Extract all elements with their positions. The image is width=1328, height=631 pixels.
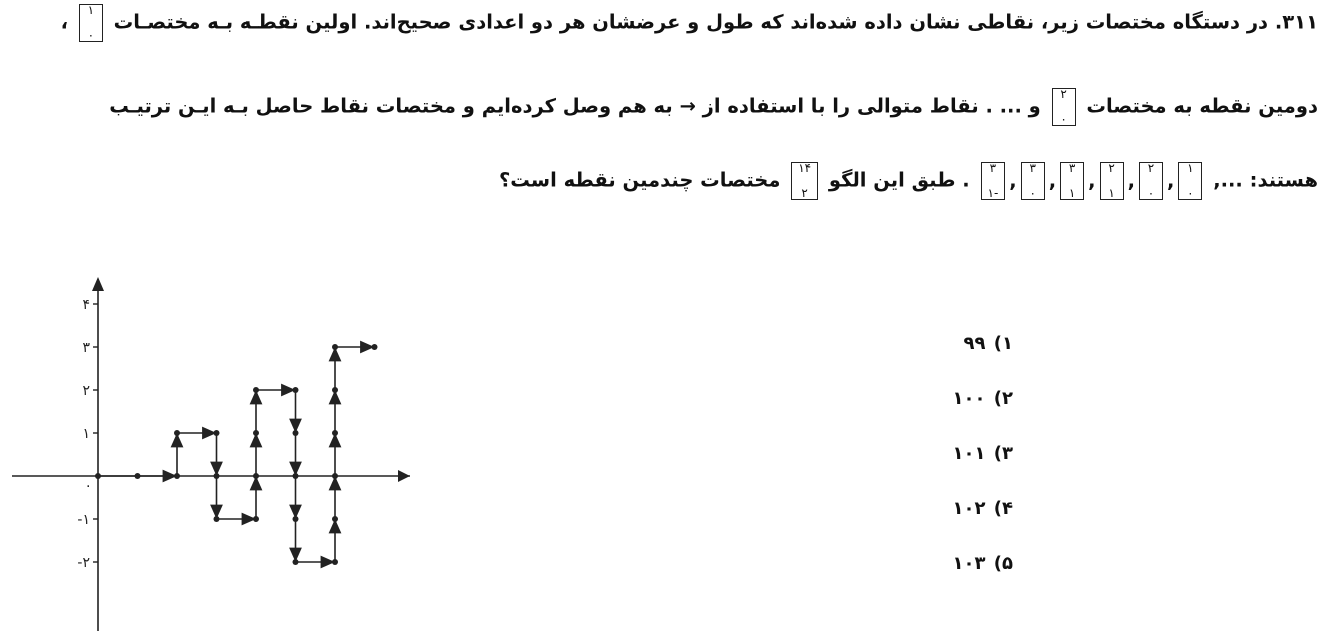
lattice-point [135, 473, 141, 479]
sequence-matrix [1178, 162, 1202, 200]
option-value: ۱۰۰ [952, 388, 986, 409]
question-text-3b: . طبق این الگو [828, 168, 970, 192]
lattice-point [174, 430, 180, 436]
matrix-top: ۱۴ [798, 161, 812, 175]
matrix-bottom: ۱ [1108, 186, 1115, 200]
lattice-point [214, 516, 220, 522]
matrix-bottom: ۰ [1029, 186, 1036, 200]
y-tick-label: ۰ [84, 478, 92, 494]
lattice-point [332, 516, 338, 522]
y-tick-label: ۲ [82, 383, 90, 399]
lattice-point [253, 430, 259, 436]
lattice-point [293, 473, 299, 479]
matrix-top: ۲ [1147, 161, 1155, 175]
option-4[interactable] [953, 498, 1013, 519]
option-label: ۲) [993, 388, 1013, 409]
matrix-bottom: ۰ [1187, 186, 1194, 200]
question-number: ۳۱۱. [1274, 10, 1318, 34]
lattice-point [332, 559, 338, 565]
option-label: ۱) [993, 333, 1013, 354]
question-line-1 [61, 4, 1318, 42]
lattice-point [253, 387, 259, 393]
option-label: ۳) [993, 443, 1013, 464]
lattice-point [332, 387, 338, 393]
matrix-top: ۱ [1187, 161, 1194, 175]
y-tick-label: -۱ [77, 512, 90, 528]
lattice-point [174, 473, 180, 479]
comma: ، [60, 10, 69, 34]
y-tick-label: ۱ [82, 426, 90, 442]
lattice-point [253, 516, 259, 522]
sequence-matrix [1100, 162, 1124, 200]
lattice-point [214, 430, 220, 436]
comma: , [1166, 168, 1175, 192]
matrix-bottom: ۱ [1068, 186, 1076, 200]
matrix-top: ۲ [1060, 87, 1067, 101]
option-1[interactable] [964, 333, 1014, 354]
question-text-2a: دومین نقطه به مختصات [1086, 94, 1318, 118]
comma: , [1088, 168, 1096, 192]
option-2[interactable] [953, 388, 1013, 409]
option-value: ۱۰۲ [952, 498, 986, 519]
lattice-point [332, 344, 338, 350]
option-label: ۵) [993, 553, 1013, 574]
arrow-symbol: → [679, 94, 696, 118]
option-3[interactable] [953, 443, 1013, 464]
matrix-top: ۳ [989, 161, 997, 175]
y-axis-arrowhead [92, 277, 104, 291]
ellipsis: ..., [1213, 168, 1243, 192]
lattice-point [253, 473, 259, 479]
lattice-point [293, 387, 299, 393]
question-line-3 [499, 162, 1318, 200]
comma: , [1048, 168, 1057, 192]
matrix-bottom: ۰ [87, 28, 95, 42]
matrix-top: ۱ [87, 3, 95, 17]
matrix-bottom: ۲ [801, 186, 808, 200]
lattice-point [293, 559, 299, 565]
y-tick-label: ۴ [82, 297, 90, 313]
sequence-matrix [981, 162, 1006, 200]
option-label: ۴) [993, 498, 1013, 519]
lattice-point [214, 473, 220, 479]
lattice-point [293, 516, 299, 522]
matrix-top: ۳ [1029, 161, 1036, 175]
question-text-3a: هستند: [1249, 168, 1318, 192]
y-tick-label: ۳ [82, 340, 90, 356]
question-text-1: در دستگاه مختصات زیر، نقاطی نشان داده شده‌اند که طول و عرضشان هر دو اعدادی صحیح‌اند. اولین نقطـه بـه مختصـات [113, 10, 1269, 34]
comma: , [1127, 168, 1135, 192]
matrix-bottom: ۰ [1060, 112, 1067, 126]
option-value: ۱۰۱ [952, 443, 986, 464]
lattice-point [372, 344, 378, 350]
lattice-point [293, 430, 299, 436]
sequence-matrix [1021, 162, 1045, 200]
matrix-bottom: ۰ [1147, 186, 1155, 200]
option-5[interactable] [953, 553, 1013, 574]
comma: , [1009, 168, 1017, 192]
coordinate-graph [0, 271, 430, 631]
sequence-matrix [1060, 162, 1084, 200]
option-value: ۹۹ [963, 333, 986, 354]
x-axis-arrowhead [398, 470, 410, 482]
question-text-3c: مختصات چندمین نقطه است؟ [498, 168, 781, 192]
matrix-second-point [1052, 88, 1076, 126]
matrix-bottom: -۱ [987, 186, 999, 200]
option-value: ۱۰۳ [952, 553, 986, 574]
sequence-matrix [1139, 162, 1163, 200]
matrix-first-point [79, 4, 103, 42]
matrix-top: ۳ [1068, 161, 1076, 175]
lattice-point [332, 473, 338, 479]
matrix-target-point [791, 162, 818, 200]
matrix-top: ۲ [1108, 161, 1115, 175]
question-text-2c: به هم وصل کرده‌ایم و مختصات نقاط حاصل بـه ایـن ترتیـب [109, 94, 673, 118]
question-text-2b: و ... . نقاط متوالی را با استفاده از [702, 94, 1041, 118]
question-line-2 [109, 88, 1318, 126]
sequence-matrices [977, 161, 1207, 200]
lattice-point [95, 473, 101, 479]
y-tick-label: -۲ [77, 555, 90, 571]
lattice-point [332, 430, 338, 436]
